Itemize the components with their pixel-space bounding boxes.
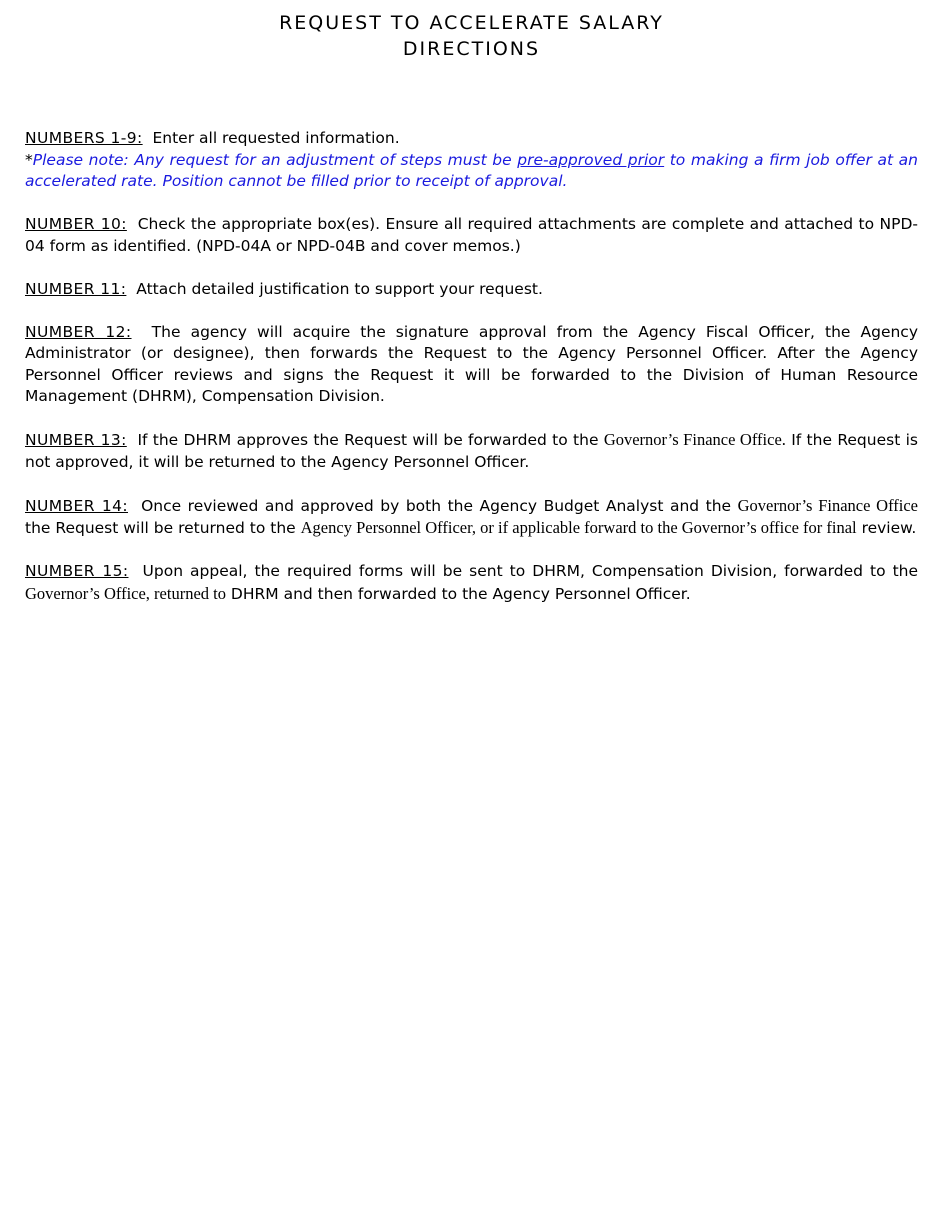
section-text-a: Once reviewed and approved by both the Agency Budget Analyst and the [141, 496, 738, 515]
section-text-a: If the DHRM approves the Request will be forwarded to the [137, 431, 604, 449]
note-asterisk: * [25, 150, 33, 169]
section-label: NUMBER 12: [25, 322, 132, 341]
section-label: NUMBER 13: [25, 431, 127, 449]
section-text: Attach detailed justification to support your request. [136, 279, 543, 298]
title-line-2: DIRECTIONS [402, 38, 541, 60]
section-text-b: DHRM and then forwarded to the Agency Personnel Officer. [226, 584, 691, 603]
section-number-15 [25, 561, 918, 605]
section-label: NUMBER 10: [25, 215, 127, 233]
document-title [0, 10, 943, 62]
section-text: The agency will acquire the signature approval from the Agency Fiscal Officer, the Agency Administrator (or designee), then forwards the Request to the Agency Personnel Officer. After the Agency Personnel Officer reviews and signs the Request it will be forwarded to the Division of Human Resource Management (DHRM), Compensation Division. [25, 322, 918, 405]
section-text-c: review. [856, 519, 917, 537]
directions-sections [25, 128, 918, 627]
section-number-13 [25, 429, 918, 473]
section-text: Check the appropriate box(es). Ensure all required attachments are complete and attached to NPD-04 form as identified. (NPD-04A or NPD-04B and cover memos.) [25, 215, 918, 255]
section-label: NUMBER 14: [25, 496, 128, 515]
section-label: NUMBER 11: [25, 279, 127, 298]
directions-page [25, 10, 919, 603]
section-label: NUMBER 15: [25, 562, 129, 580]
section-text-serif: Governor’s Finance Office. [603, 430, 786, 449]
section-text-a: Upon appeal, the required forms will be sent to DHRM, Compensation Division, forwarded to the [142, 562, 919, 580]
section-text: Enter all requested information. [152, 129, 400, 147]
section-text-serif-1: Governor’s Finance Office [737, 495, 918, 515]
section-numbers-1-9 [25, 128, 918, 193]
section-text-b: the Request will be returned to the [25, 519, 301, 537]
title-line-1: REQUEST TO ACCELERATE SALARY [279, 12, 664, 34]
section-number-12 [25, 322, 918, 408]
approval-note [25, 151, 918, 191]
section-text-serif-2: Agency Personnel Officer, or if applicable forward to the Governor’s office for final [300, 518, 857, 537]
section-text-serif: Governor’s Office, returned to [25, 583, 226, 603]
section-text-b: If the Request is not approved, it will be returned to the Agency Personnel Officer. [25, 431, 918, 471]
note-underlined-text: pre-approved prior [517, 150, 665, 169]
note-text-pre: Please note: Any request for an adjustment of steps must be [32, 150, 518, 169]
section-label: NUMBERS 1-9: [25, 129, 143, 147]
note-text-post: to making a firm job offer at an accelerated rate. Position cannot be filled prior to receipt of approval. [25, 150, 918, 190]
section-number-10 [25, 214, 918, 257]
section-number-11 [25, 279, 918, 301]
section-number-14 [25, 495, 918, 540]
